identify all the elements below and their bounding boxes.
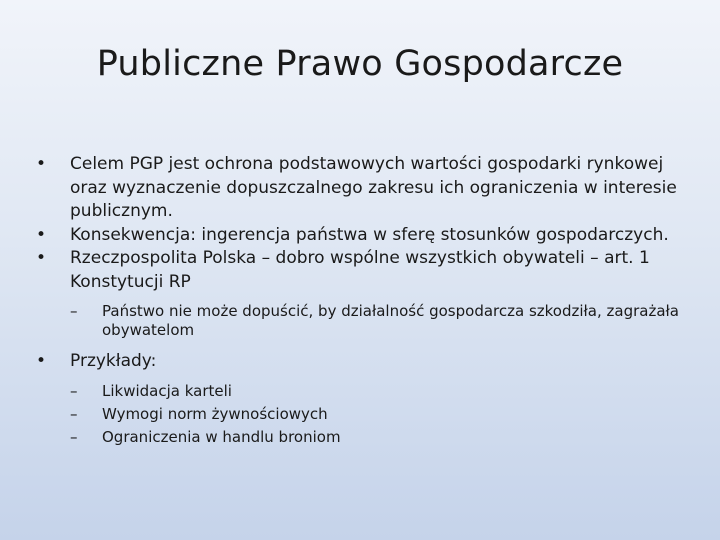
sub-bullet-text: Ograniczenia w handlu broniom [102,427,341,446]
bullet-text: Celem PGP jest ochrona podstawowych wartości gospodarki rynkowej oraz wyznaczenie dopuszczalnego zakresu ich ograniczenia w interesie publicznym. [70,154,677,221]
sub-bullet-text: Państwo nie może dopuścić, by działalność gospodarcza szkodziła, zagrażała obywatelom [102,302,679,339]
sub-bullet-item [70,405,696,424]
bullet-text: Konsekwencja: ingerencja państwa w sferę stosunków gospodarczych. [70,224,669,245]
dash-icon: – [70,404,78,423]
sub-bullet-item [70,382,696,401]
bullet-icon: • [36,224,47,245]
dash-icon: – [70,381,78,400]
bullet-icon: • [36,248,47,268]
sub-bullet-text: Wymogi norm żywnościowych [102,404,328,423]
dash-icon: – [70,302,78,320]
sub-bullet-list [70,382,696,447]
bullet-icon: • [36,351,47,371]
bullet-item [36,350,696,447]
sub-bullet-item [70,302,696,340]
bullet-icon: • [36,154,47,174]
bullet-list [36,153,696,447]
bullet-text: Rzeczpospolita Polska – dobro wspólne wszystkich obywateli – art. 1 Konstytucji RP [70,248,650,292]
slide-title: Publiczne Prawo Gospodarcze [96,44,624,84]
bullet-item [36,224,696,248]
bullet-item [36,153,696,224]
sub-bullet-list [70,302,696,340]
bullet-text: Przykłady: [70,351,157,371]
bullet-item [36,247,696,340]
sub-bullet-item [70,428,696,447]
dash-icon: – [70,427,78,446]
sub-bullet-text: Likwidacja karteli [102,381,232,400]
slide-body [36,153,696,451]
